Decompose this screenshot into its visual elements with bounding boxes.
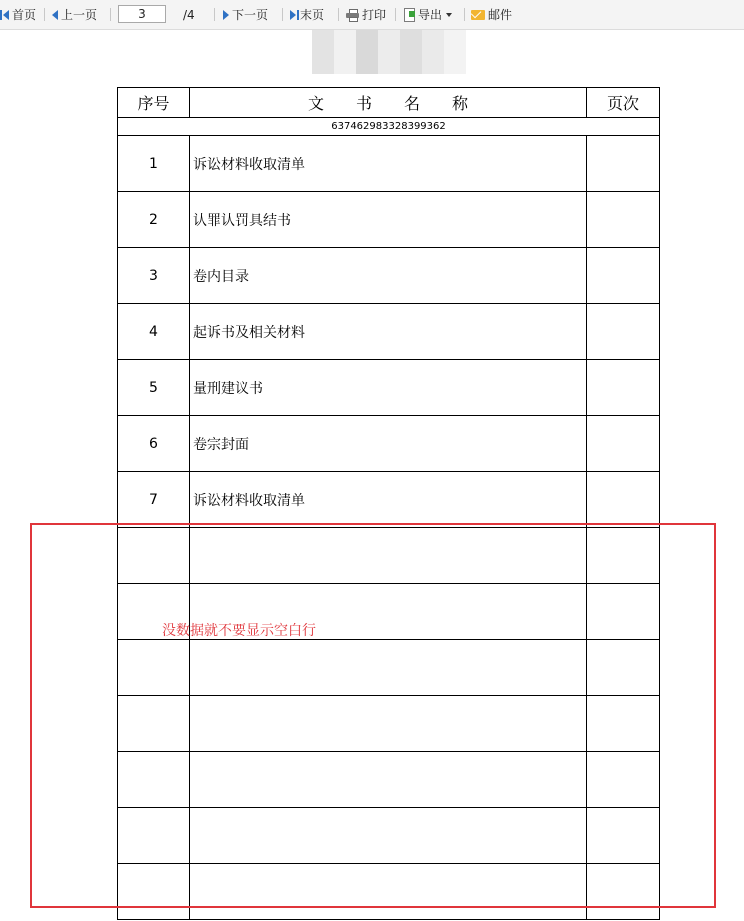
mail-button[interactable] bbox=[471, 0, 512, 29]
row-document-name: 卷宗封面 bbox=[190, 416, 587, 472]
print-label: 打印 bbox=[362, 8, 387, 22]
first-page-button[interactable] bbox=[0, 0, 36, 29]
table-header-row bbox=[118, 88, 660, 118]
header-serial: 序号 bbox=[118, 88, 190, 118]
barcode-row bbox=[118, 118, 660, 136]
row-serial: 7 bbox=[118, 472, 190, 528]
annotation-highlight-box bbox=[30, 523, 716, 908]
header-document-name: 文书名称 bbox=[190, 88, 587, 118]
print-button[interactable] bbox=[346, 0, 386, 29]
toolbar-divider bbox=[338, 8, 339, 21]
first-page-label: 首页 bbox=[12, 8, 37, 22]
toolbar-divider bbox=[44, 8, 45, 21]
prev-page-icon bbox=[52, 10, 58, 20]
row-page bbox=[587, 304, 660, 360]
prev-page-label: 上一页 bbox=[61, 8, 98, 22]
row-serial: 6 bbox=[118, 416, 190, 472]
last-page-label: 末页 bbox=[300, 8, 325, 22]
toolbar-divider bbox=[214, 8, 215, 21]
page-total-label bbox=[183, 0, 195, 29]
toolbar-divider bbox=[110, 8, 111, 21]
table-row bbox=[118, 416, 660, 472]
row-page bbox=[587, 416, 660, 472]
export-icon bbox=[404, 8, 415, 21]
last-page-arrow-icon bbox=[290, 10, 296, 20]
redacted-title bbox=[312, 30, 466, 74]
row-document-name: 诉讼材料收取清单 bbox=[190, 136, 587, 192]
page-number-input[interactable] bbox=[118, 5, 166, 23]
export-label: 导出 bbox=[418, 8, 443, 22]
first-page-icon bbox=[0, 10, 2, 20]
next-page-button[interactable] bbox=[223, 0, 268, 29]
header-page: 页次 bbox=[587, 88, 660, 118]
row-serial: 1 bbox=[118, 136, 190, 192]
last-page-button[interactable] bbox=[290, 0, 324, 29]
row-document-name: 认罪认罚具结书 bbox=[190, 192, 587, 248]
row-document-name: 量刑建议书 bbox=[190, 360, 587, 416]
last-page-icon bbox=[297, 10, 299, 20]
row-serial: 3 bbox=[118, 248, 190, 304]
page-total-text: /4 bbox=[183, 7, 195, 22]
toolbar-divider bbox=[282, 8, 283, 21]
table-row bbox=[118, 304, 660, 360]
row-page bbox=[587, 472, 660, 528]
table-row bbox=[118, 472, 660, 528]
annotation-note: 没数据就不要显示空白行 bbox=[162, 623, 316, 639]
table-row bbox=[118, 248, 660, 304]
export-button[interactable] bbox=[404, 0, 452, 29]
mail-label: 邮件 bbox=[488, 8, 513, 22]
next-page-icon bbox=[223, 10, 229, 20]
row-page bbox=[587, 248, 660, 304]
chevron-down-icon bbox=[446, 13, 452, 17]
row-document-name: 诉讼材料收取清单 bbox=[190, 472, 587, 528]
table-row bbox=[118, 192, 660, 248]
toolbar-divider bbox=[395, 8, 396, 21]
row-serial: 5 bbox=[118, 360, 190, 416]
row-serial: 4 bbox=[118, 304, 190, 360]
mail-icon bbox=[471, 10, 485, 20]
barcode-id: 637462983328399362 bbox=[118, 118, 660, 136]
report-toolbar bbox=[0, 0, 744, 30]
table-row bbox=[118, 360, 660, 416]
table-row bbox=[118, 136, 660, 192]
row-document-name: 卷内目录 bbox=[190, 248, 587, 304]
row-document-name: 起诉书及相关材料 bbox=[190, 304, 587, 360]
row-page bbox=[587, 360, 660, 416]
printer-icon bbox=[346, 9, 359, 20]
row-page bbox=[587, 192, 660, 248]
first-page-arrow-icon bbox=[3, 10, 9, 20]
next-page-label: 下一页 bbox=[232, 8, 269, 22]
toolbar-divider bbox=[464, 8, 465, 21]
row-page bbox=[587, 136, 660, 192]
row-serial: 2 bbox=[118, 192, 190, 248]
prev-page-button[interactable] bbox=[52, 0, 97, 29]
